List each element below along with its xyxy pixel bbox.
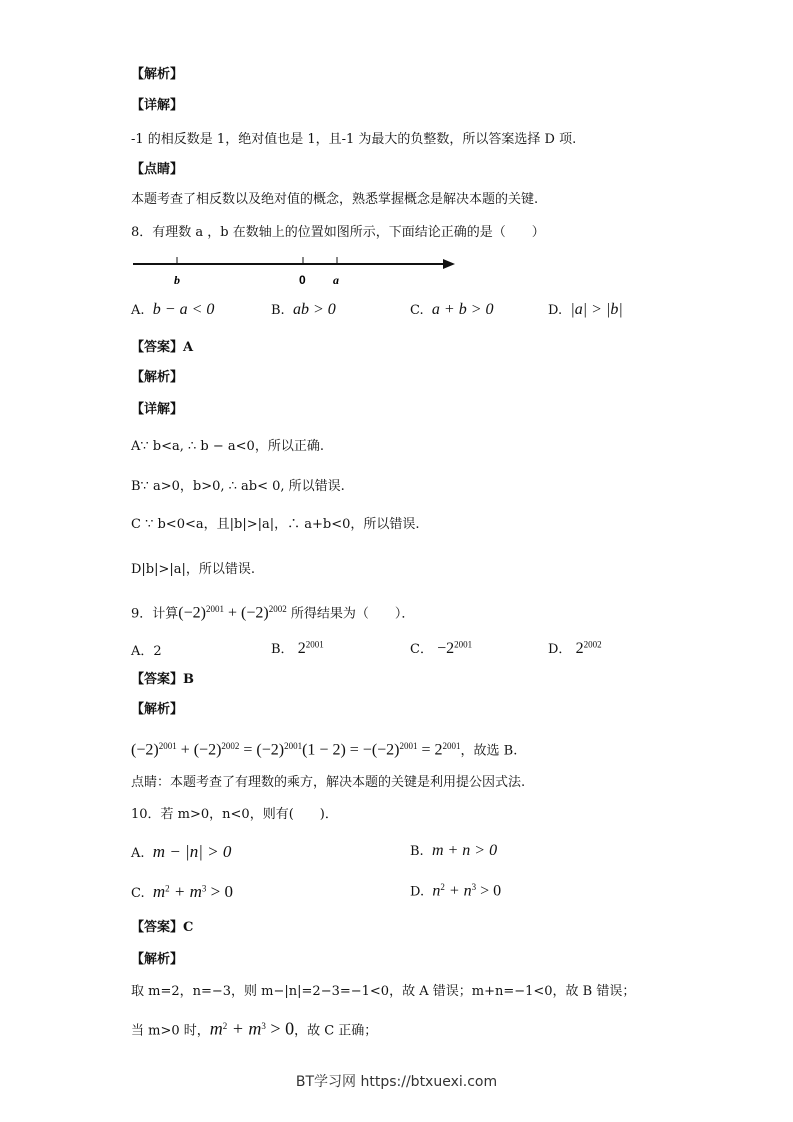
option-c: C． $-2^{2001}$: [410, 639, 473, 657]
solution-line: B∵ a>0，b>0, ∴ ab< 0, 所以错误.: [131, 479, 345, 494]
section-heading: 【解析】: [131, 370, 184, 385]
section-heading: 【解析】: [131, 952, 184, 967]
option-b: B. ab > 0: [271, 301, 336, 318]
option-b: B. m + n > 0: [410, 842, 498, 859]
solution-line: D|b|>|a|，所以错误.: [131, 562, 256, 577]
solution-line: $(-2)^{2001} + (-2)^{2002} = (-2)^{2001}(1 - 2) = -(-2)^{2001} = 2^{2001}$，故选 B.: [131, 741, 518, 759]
label-a: a: [333, 273, 339, 287]
section-heading: 【详解】: [131, 402, 184, 417]
section-heading: 【解析】: [131, 67, 184, 82]
answer: 【答案】B: [131, 672, 194, 687]
arrow-head: [443, 259, 455, 269]
option-c: C. $m^2 + m^3 > 0$: [131, 882, 234, 901]
section-heading: 【点睛】: [131, 162, 184, 177]
answer: 【答案】C: [131, 920, 194, 935]
option-b: B． $2^{2001}$: [271, 639, 324, 657]
section-heading: 【详解】: [131, 98, 184, 113]
option-d: D. $n^2 + n^3 > 0$: [410, 882, 502, 900]
option-c: C. a + b > 0: [410, 301, 494, 318]
footer-watermark: BT学习网 https://btxuexi.com: [295, 1074, 498, 1090]
answer: 【答案】A: [131, 340, 194, 355]
option-a: A. m − |n| > 0: [131, 842, 232, 861]
option-a: A．2: [131, 644, 162, 659]
section-heading: 【解析】: [131, 702, 184, 717]
option-d: D． $2^{2002}$: [548, 639, 602, 657]
solution-line: A∵ b<a, ∴ b − a<0，所以正确.: [131, 439, 324, 454]
question-8-stem: 8．有理数 a ，b 在数轴上的位置如图所示，下面结论正确的是（ ）: [131, 225, 545, 240]
solution-line: 取 m=2，n=−3，则 m−|n|=2−3=−1<0，故 A 错误；m+n=−1<0，故 B 错误；: [131, 984, 636, 999]
solution-line: C ∵ b<0<a，且|b|>|a|，∴ a+b<0，所以错误.: [131, 517, 420, 532]
label-b: b: [174, 273, 180, 287]
question-10-stem: 10．若 m>0，n<0，则有( )．: [131, 807, 338, 822]
solution-line: 当 m>0 时，$m^2 + m^3 > 0$，故 C 正确；: [131, 1018, 378, 1039]
label-zero: 0: [299, 273, 306, 287]
question-9-stem: 9．计算$(-2)^{2001} + (-2)^{2002}$ 所得结果为（ ）．: [131, 604, 415, 622]
paragraph: -1 的相反数是 1，绝对值也是 1，且-1 为最大的负整数，所以答案选择 D 项.: [131, 132, 577, 147]
paragraph: 本题考查了相反数以及绝对值的概念，熟悉掌握概念是解决本题的关键.: [131, 192, 539, 207]
number-line-figure: [133, 252, 458, 288]
tip: 点睛：本题考查了有理数的乘方，解决本题的关键是利用提公因式法.: [131, 775, 526, 790]
option-a: A. b − a < 0: [131, 301, 215, 318]
option-d: D. |a| > |b|: [548, 301, 623, 318]
